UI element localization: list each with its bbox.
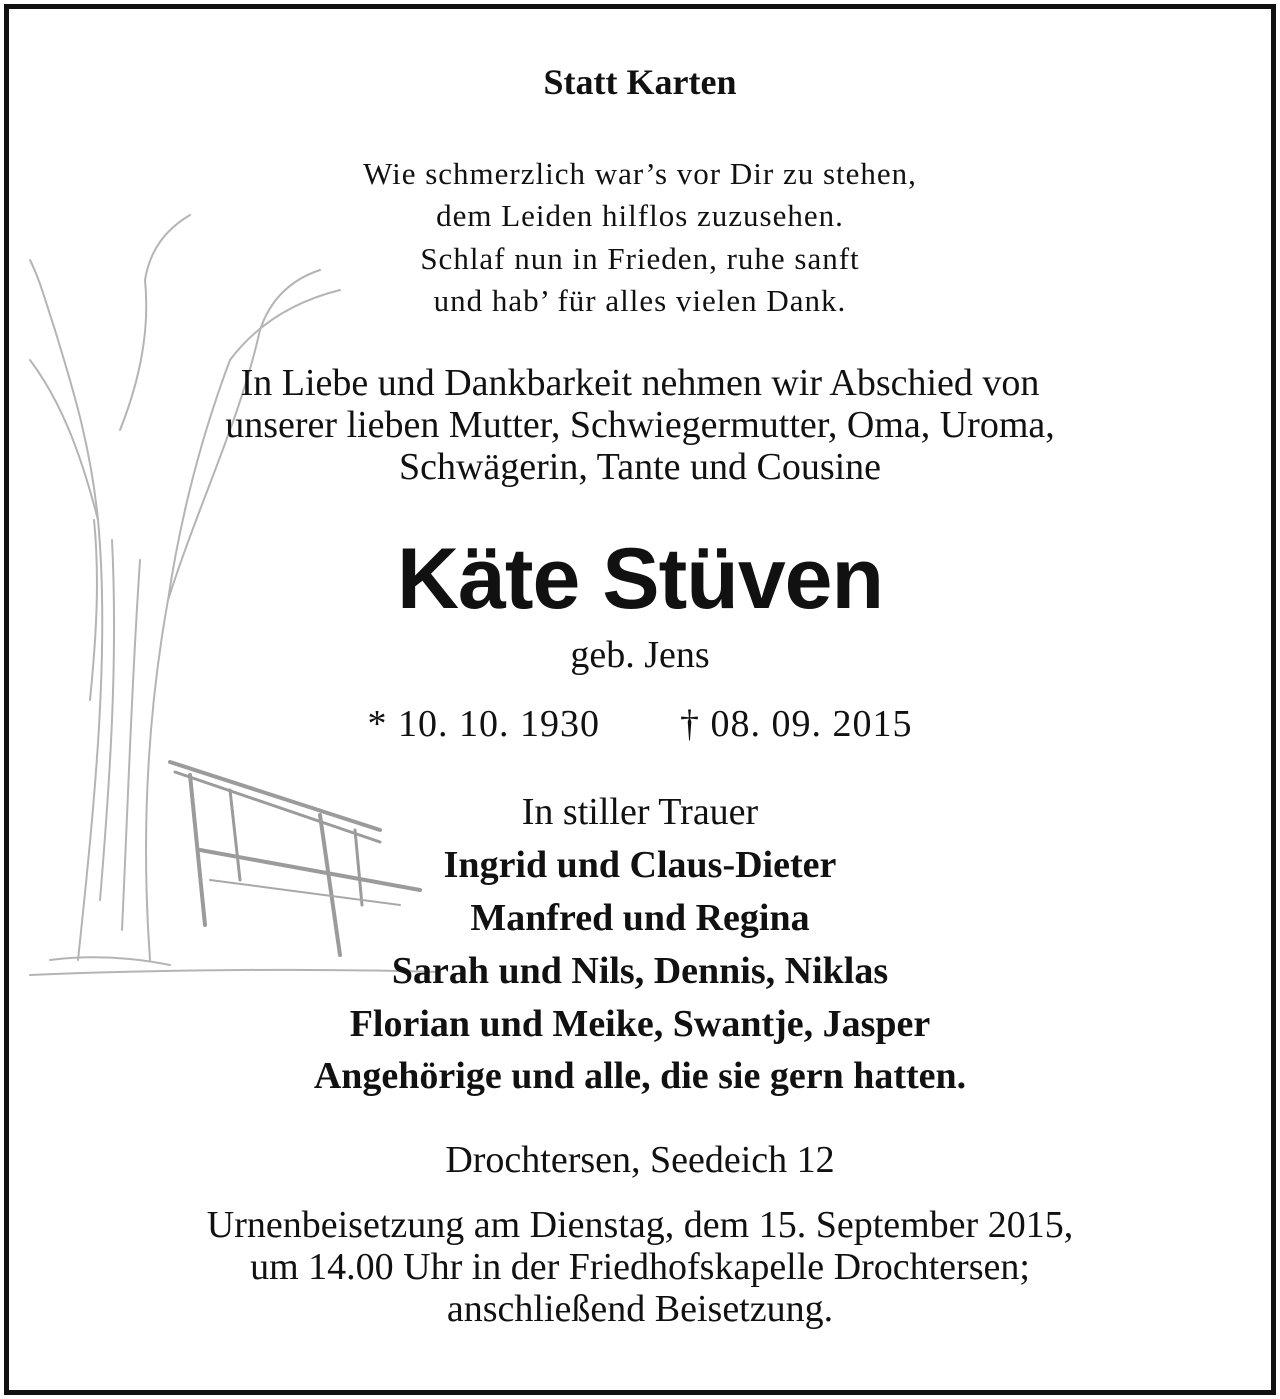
- maiden-name: geb. Jens: [570, 634, 710, 676]
- mourning-label: In stiller Trauer: [521, 791, 759, 833]
- poem-line: und hab’ für alles vielen Dank.: [433, 283, 847, 318]
- intro-line: In Liebe und Dankbarkeit nehmen wir Abschied von: [240, 362, 1040, 404]
- notice-heading: Statt Karten: [543, 62, 737, 102]
- poem-line: dem Leiden hilflos zuzusehen.: [436, 198, 844, 233]
- mourner-line: Angehörige und alle, die sie gern hatten.: [313, 1055, 967, 1097]
- address: Drochtersen, Seedeich 12: [445, 1139, 835, 1181]
- mourner-line: Manfred und Regina: [470, 897, 810, 939]
- mourner-line: Florian und Meike, Swantje, Jasper: [349, 1003, 931, 1045]
- life-dates: [0, 705, 1280, 743]
- deceased-name: Käte Stüven: [396, 531, 884, 627]
- mourner-line: Sarah und Nils, Dennis, Niklas: [391, 950, 889, 992]
- intro-line: unserer lieben Mutter, Schwiegermutter, Oma, Uroma,: [225, 404, 1055, 446]
- poem-line: Wie schmerzlich war’s vor Dir zu stehen,: [363, 156, 917, 191]
- intro-line: Schwägerin, Tante und Cousine: [398, 446, 882, 488]
- funeral-line: um 14.00 Uhr in der Friedhofskapelle Drochtersen;: [250, 1246, 1030, 1288]
- funeral-line: anschließend Beisetzung.: [446, 1288, 834, 1330]
- death-date: † 08. 09. 2015: [680, 703, 913, 745]
- funeral-line: Urnenbeisetzung am Dienstag, dem 15. September 2015,: [206, 1204, 1074, 1246]
- poem-line: Schlaf nun in Frieden, ruhe sanft: [420, 241, 860, 276]
- mourner-line: Ingrid und Claus-Dieter: [443, 844, 837, 886]
- birth-date: * 10. 10. 1930: [367, 703, 600, 745]
